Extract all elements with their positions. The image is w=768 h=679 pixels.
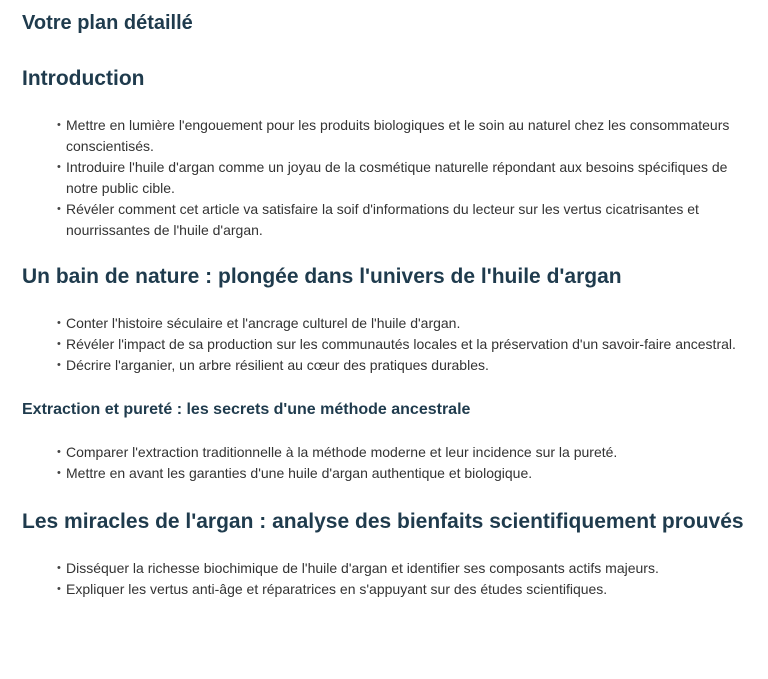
list-item: • Mettre en avant les garanties d'une huile d'argan authentique et biologique. [57, 463, 746, 484]
section-bullets-bain-de-nature [22, 313, 746, 376]
section-bullets-extraction [22, 442, 746, 484]
list-item: • Conter l'histoire séculaire et l'ancrage culturel de l'huile d'argan. [57, 313, 746, 334]
section-heading-introduction: Introduction [22, 67, 145, 90]
list-item: • Révéler comment cet article va satisfaire la soif d'informations du lecteur sur les vertus cicatrisantes et nourrissantes de l'huile d'argan. [57, 199, 746, 241]
section-heading-miracles: Les miracles de l'argan : analyse des bienfaits scientifiquement prouvés [22, 510, 744, 533]
section-heading-extraction: Extraction et pureté : les secrets d'une méthode ancestrale [22, 401, 471, 418]
list-item: • Comparer l'extraction traditionnelle à la méthode moderne et leur incidence sur la pureté. [57, 442, 746, 463]
section-heading-bain-de-nature: Un bain de nature : plongée dans l'univers de l'huile d'argan [22, 265, 622, 288]
list-item: • Mettre en lumière l'engouement pour les produits biologiques et le soin au naturel chez les consommateurs conscientisés. [57, 115, 746, 157]
page-title: Votre plan détaillé [22, 12, 193, 34]
list-item: • Introduire l'huile d'argan comme un joyau de la cosmétique naturelle répondant aux besoins spécifiques de notre public cible. [57, 157, 746, 199]
list-item: • Décrire l'arganier, un arbre résilient au cœur des pratiques durables. [57, 355, 746, 376]
section-bullets-miracles [22, 558, 746, 600]
list-item: • Révéler l'impact de sa production sur les communautés locales et la préservation d'un savoir-faire ancestral. [57, 334, 746, 355]
list-item: • Disséquer la richesse biochimique de l'huile d'argan et identifier ses composants actifs majeurs. [57, 558, 746, 579]
list-item: • Expliquer les vertus anti-âge et réparatrices en s'appuyant sur des études scientifiques. [57, 579, 746, 600]
section-bullets-introduction [22, 115, 746, 241]
